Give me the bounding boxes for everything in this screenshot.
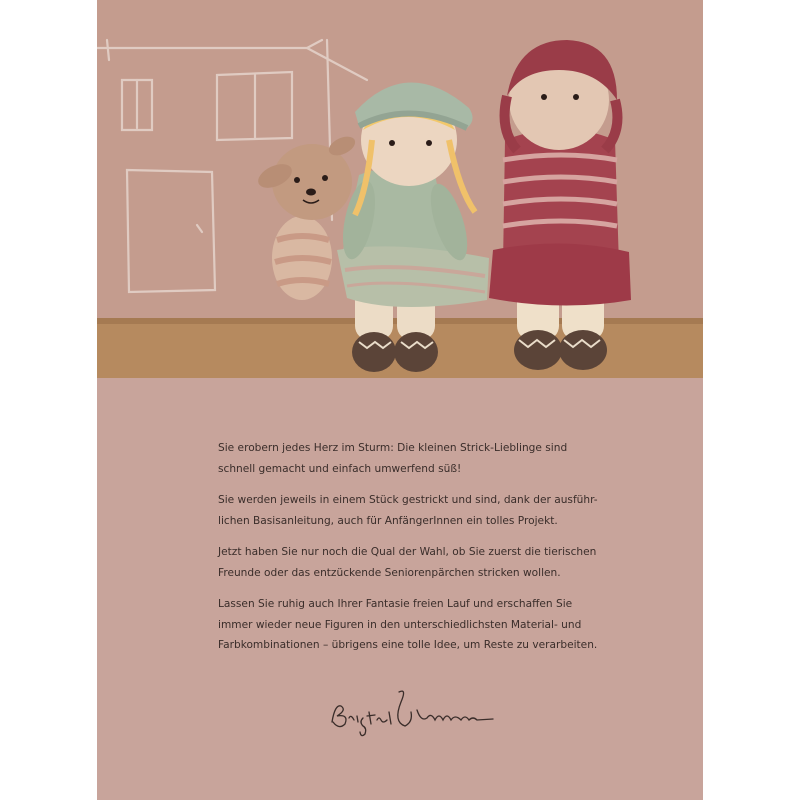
text-line: lichen Basisanleitung, auch für AnfängerInnen ein tolles Projekt. [218,514,558,527]
paragraph-4 [218,594,618,656]
text-line: Freunde oder das entzückende Seniorenpärchen stricken wollen. [218,566,561,579]
paragraph-2 [218,490,618,531]
book-page [97,0,703,800]
handwritten-signature [327,682,527,742]
text-line: Sie werden jeweils in einem Stück gestrickt und sind, dank der ausführ- [218,494,598,506]
text-line: Farbkombinationen – übrigens eine tolle Idee, um Reste zu verarbeiten. [218,639,598,651]
text-line: schnell gemacht und einfach umwerfend süß! [218,462,462,475]
text-line: immer wieder neue Figuren in den unterschiedlichsten Material- und [218,618,582,631]
intro-text [218,438,618,667]
text-line: Sie erobern jedes Herz im Sturm: Die kleinen Strick-Lieblinge sind [218,442,568,454]
text-line: Jetzt haben Sie nur noch die Qual der Wahl, ob Sie zuerst die tierischen [218,546,597,558]
text-line: Lassen Sie ruhig auch Ihrer Fantasie freien Lauf und erschaffen Sie [218,598,573,610]
paragraph-3 [218,542,618,583]
paragraph-1 [218,438,618,479]
knitted-toys-photo [97,0,703,378]
